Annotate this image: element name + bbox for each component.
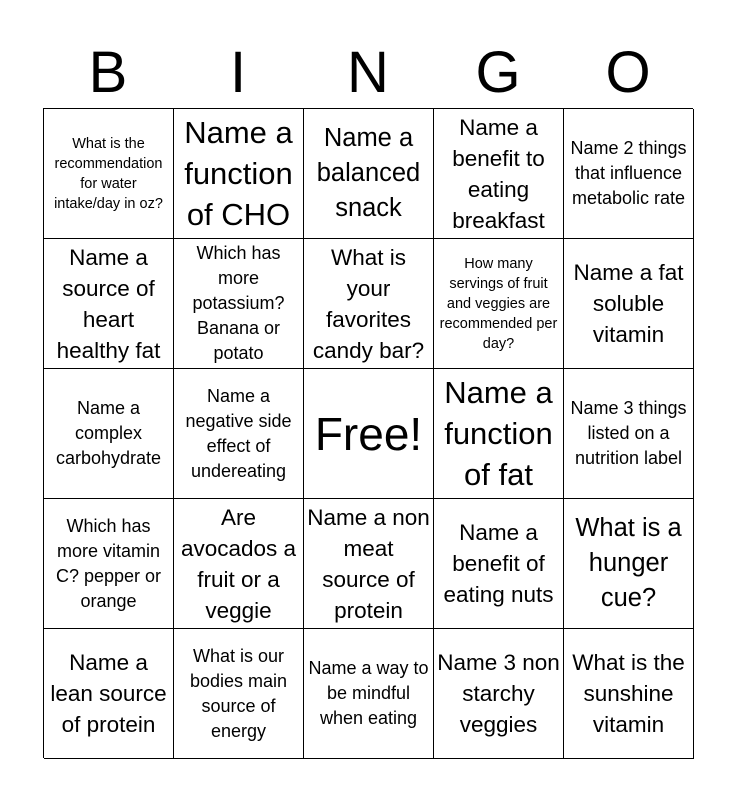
- bingo-cell[interactable]: [44, 109, 174, 239]
- header-letter-i: I: [229, 40, 247, 105]
- cell-text: Name a benefit of eating nuts: [443, 520, 554, 607]
- bingo-cell[interactable]: [304, 109, 434, 239]
- cell-text: Name a benefit to eating breakfast: [452, 114, 545, 233]
- cell-text: What is the recommendation for water intake/day in oz?: [54, 135, 163, 212]
- bingo-cell[interactable]: [174, 239, 304, 369]
- bingo-cell[interactable]: [434, 499, 564, 629]
- cell-text: Name a function of fat: [444, 375, 553, 492]
- cell-text: What is a hunger cue?: [575, 514, 682, 612]
- bingo-cell[interactable]: [44, 499, 174, 629]
- bingo-cell[interactable]: [304, 629, 434, 759]
- header-letter-n: N: [347, 40, 389, 105]
- bingo-cell[interactable]: [174, 109, 304, 239]
- cell-text: Name 3 non starchy veggies: [437, 650, 560, 737]
- bingo-cell[interactable]: [304, 239, 434, 369]
- free-space-cell[interactable]: [304, 369, 434, 499]
- bingo-cell[interactable]: [174, 629, 304, 759]
- header-letter-b: B: [88, 40, 128, 105]
- header-letter-o: O: [605, 40, 651, 105]
- bingo-cell[interactable]: [174, 499, 304, 629]
- cell-text: Name a source of heart healthy fat: [56, 244, 161, 363]
- bingo-cell[interactable]: [434, 369, 564, 499]
- cell-text: How many servings of fruit and veggies are recommended per day?: [439, 255, 558, 352]
- cell-text: Which has more potassium? Banana or potato: [192, 243, 285, 363]
- free-space-text: Free!: [314, 407, 423, 460]
- bingo-cell[interactable]: [44, 629, 174, 759]
- bingo-cell[interactable]: [174, 369, 304, 499]
- bingo-cell[interactable]: [564, 109, 694, 239]
- cell-text: Name 3 things listed on a nutrition label: [570, 398, 687, 468]
- header-letter-g: G: [475, 40, 521, 105]
- cell-text: What is your favorites candy bar?: [312, 244, 425, 363]
- bingo-board: [43, 108, 693, 758]
- cell-text: Name 2 things that influence metabolic rate: [570, 138, 687, 208]
- bingo-cell[interactable]: [564, 239, 694, 369]
- cell-text: Name a complex carbohydrate: [55, 398, 162, 468]
- bingo-cell[interactable]: [44, 369, 174, 499]
- cell-text: Name a way to be mindful when eating: [308, 658, 429, 728]
- cell-text: Name a function of CHO: [184, 115, 293, 232]
- bingo-cell[interactable]: [434, 629, 564, 759]
- bingo-cell[interactable]: [44, 239, 174, 369]
- cell-text: Name a non meat source of protein: [307, 504, 430, 623]
- bingo-header: [43, 38, 693, 108]
- cell-text: Name a fat soluble vitamin: [573, 260, 684, 347]
- cell-text: Name a lean source of protein: [50, 650, 167, 737]
- cell-text: Name a negative side effect of undereating: [185, 385, 292, 481]
- cell-text: Which has more vitamin C? pepper or orange: [55, 515, 162, 611]
- bingo-cell[interactable]: [564, 369, 694, 499]
- cell-text: What is the sunshine vitamin: [572, 650, 685, 737]
- bingo-cell[interactable]: [304, 499, 434, 629]
- bingo-cell[interactable]: [564, 499, 694, 629]
- bingo-cell[interactable]: [434, 109, 564, 239]
- cell-text: Are avocados a fruit or a veggie: [180, 504, 297, 623]
- bingo-cell[interactable]: [564, 629, 694, 759]
- cell-text: What is our bodies main source of energy: [189, 645, 288, 741]
- bingo-cell[interactable]: [434, 239, 564, 369]
- cell-text: Name a balanced snack: [316, 124, 421, 222]
